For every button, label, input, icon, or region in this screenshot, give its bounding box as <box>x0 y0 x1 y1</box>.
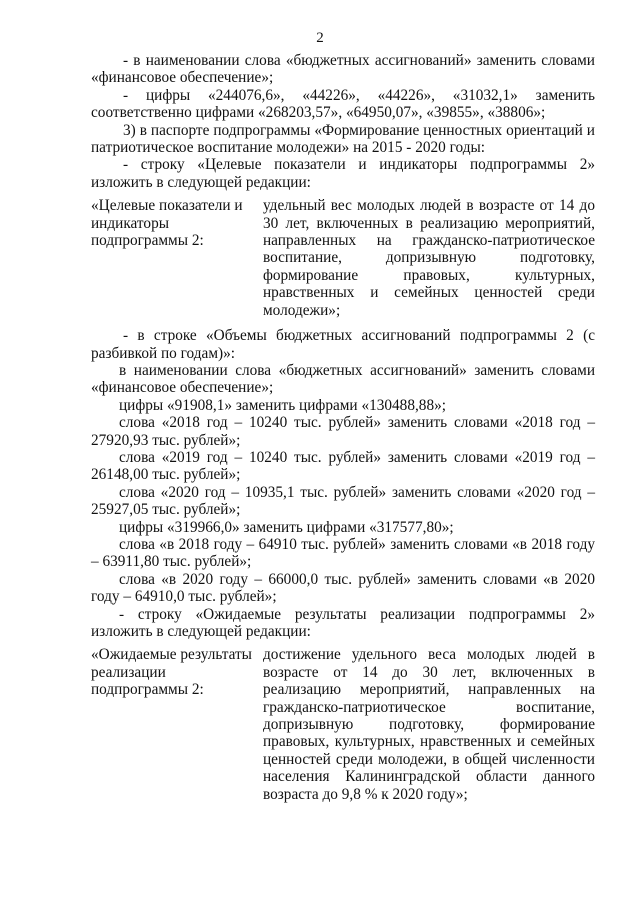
paragraph: слова «2020 год – 10935,1 тыс. рублей» заменить словами «2020 год – 25927,05 тыс. рублей»; <box>91 483 595 519</box>
paragraph: слова «2018 год – 10240 тыс. рублей» заменить словами «2018 год – 27920,93 тыс. рублей»; <box>91 414 595 449</box>
paragraph: слова «в 2018 году – 64910 тыс. рублей» заменить словами «в 2018 году – 63911,80 тыс. рублей»; <box>91 535 595 571</box>
row-value: достижение удельного веса молодых людей в возрасте от 14 до 30 лет, включенных в реализацию мероприятий, направленных на гражданско-патриотическое воспитание, допризывную подготовку, формирование правовых, культурных, нравственных и семейных ценностей среди молодежи, в общей численности населения Калининградской области данного возраста до 9,8 % к 2020 году»; <box>263 646 595 803</box>
paragraph: - в строке «Объемы бюджетных ассигнований подпрограммы 2 (с разбивкой по годам)»: <box>91 327 595 362</box>
paragraph: - в наименовании слова «бюджетных ассигнований» заменить словами «финансовое обеспечение»; <box>91 52 595 87</box>
paragraph: 3) в паспорте подпрограммы «Формирование ценностных ориентаций и патриотическое воспитание молодежи» на 2015 - 2020 годы: <box>91 121 595 157</box>
page-number: 2 <box>316 30 324 46</box>
table-row-results <box>91 646 595 803</box>
paragraph: - строку «Ожидаемые результаты реализации подпрограммы 2» изложить в следующей редакции: <box>91 605 595 640</box>
document-body <box>91 52 595 811</box>
paragraph: слова «в 2020 году – 66000,0 тыс. рублей» заменить словами «в 2020 году – 64910,0 тыс. рублей»; <box>91 570 595 606</box>
paragraph: цифры «319966,0» заменить цифрами «317577,80»; <box>119 518 454 536</box>
paragraph: слова «2019 год – 10240 тыс. рублей» заменить словами «2019 год – 26148,00 тыс. рублей»; <box>91 448 595 484</box>
paragraph: - цифры «244076,6», «44226», «44226», «31032,1» заменить соответственно цифрами «268203,57», «64950,07», «39855», «38806»; <box>91 86 595 122</box>
row-value: удельный вес молодых людей в возрасте от 14 до 30 лет, включенных в реализацию мероприятий, направленных на гражданско-патриотическое воспитание, допризывную подготовку, формирование правовых, культурных, нравственных и семейных ценностей среди молодежи»; <box>263 197 595 319</box>
row-label: «Ожидаемые результаты реализации подпрограммы 2: <box>91 646 252 699</box>
paragraph: цифры «91908,1» заменить цифрами «130488,88»; <box>119 396 447 414</box>
paragraph: в наименовании слова «бюджетных ассигнований» заменить словами «финансовое обеспечение»; <box>91 361 595 397</box>
paragraph: - строку «Целевые показатели и индикаторы подпрограммы 2» изложить в следующей редакции: <box>91 156 595 191</box>
row-label: «Целевые показатели и индикаторы подпрограммы 2: <box>91 197 243 250</box>
table-row-indicators <box>91 197 595 319</box>
